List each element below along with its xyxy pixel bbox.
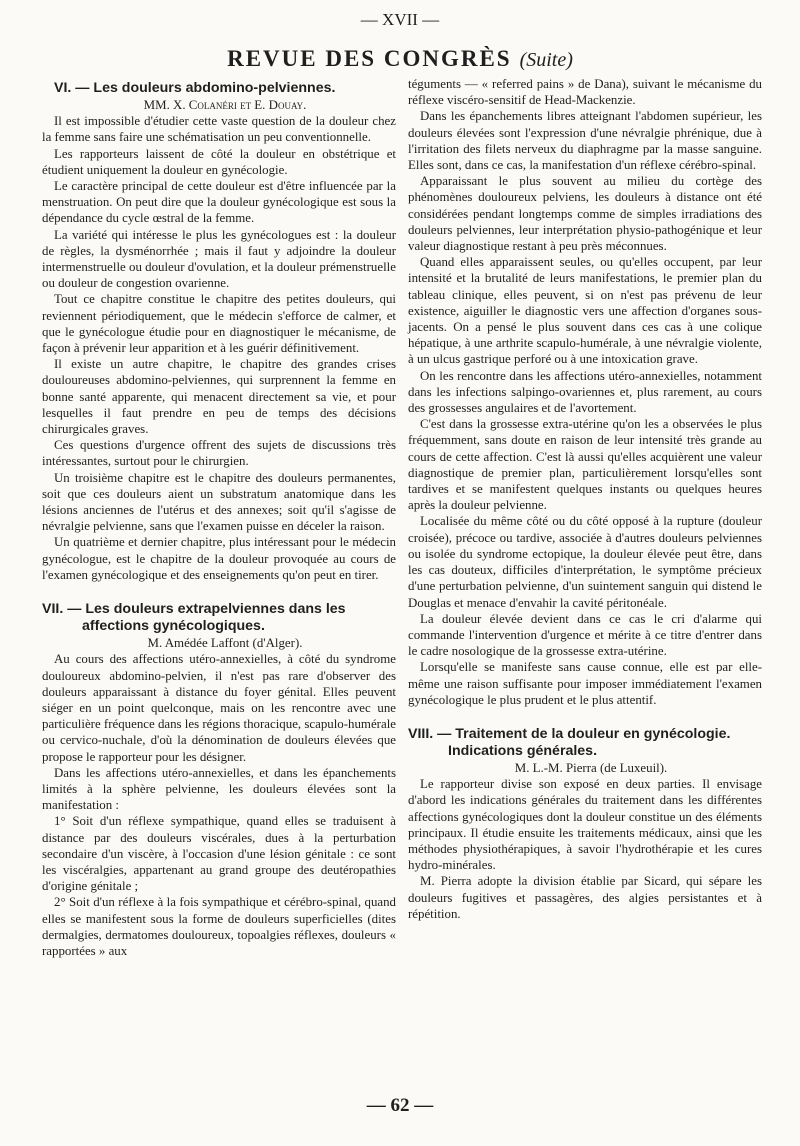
paragraph: Dans les épanchements libres atteignant l'abdomen supérieur, les douleurs élevées sont l'expression d'une névralgie phrénique, due à l'irritation des filets nerveux du diaphragme par la masse sanguine. Elles sont, dans ce cas, la manifestation d'un réflexe cérébro-spinal.	[408, 109, 762, 173]
paragraph: Apparaissant le plus souvent au milieu du cortège des phénomènes douloureux pelviens, les douleurs à distance ont été considérées pendant longtemps comme de simples irradiations des douleurs pelviennes, leur interprétation physio-pathogénique et leur valeur diagnostique restant à peu près méconnues.	[408, 174, 762, 254]
section-heading-vii: VII. — Les douleurs extrapelviennes dans les affections gynécologiques.	[42, 601, 346, 635]
paragraph: Dans les affections utéro-annexielles, et dans les épanchements limités à la sphère pelvienne, les douleurs élevées sont la manifestation :	[42, 765, 396, 813]
page-header	[0, 46, 800, 72]
paragraph: On les rencontre dans les affections utéro-annexielles, notamment dans les infections salpingo-ovariennes et, plus rarement, au cours des grossesses angulaires et de l'avortement.	[408, 368, 762, 416]
page-title-suffix: (Suite)	[519, 49, 573, 71]
section-heading-viii: VIII. — Traitement de la douleur en gynécologie. Indications générales.	[408, 725, 731, 759]
paragraph: C'est dans la grossesse extra-utérine qu'on les a observées le plus fréquemment, sans doute en raison de leur intensité très grande au cours de cette affection. C'est là aussi qu'elles acquièrent une valeur diagnostique de premier plan, particulièrement lorsqu'elles sont tardives et se manifestent quelques instants ou quelques heures après la douleur pelvienne.	[408, 417, 762, 513]
paragraph-continued: téguments — « referred pains » de Dana), suivant le mécanisme du réflexe viscéro-sensitif de Head-Mackenzie.	[408, 77, 762, 108]
paragraph: M. Pierra adopte la division établie par Sicard, qui sépare les douleurs fugitives et passagères, des algies persistantes et à répétition.	[408, 874, 762, 921]
roman-page-number: — XVII —	[360, 10, 440, 29]
paragraph: Un quatrième et dernier chapitre, plus intéressant pour le médecin gynécologue, est le chapitre de la douleur provoquée au cours de l'examen gynécologique et des enseignements qu'on peut en tirer.	[42, 535, 396, 582]
paragraph: Un troisième chapitre est le chapitre des douleurs permanentes, soit que ces douleurs aient un substratum anatomique dans les lésions anciennes de l'utérus et des annexes; soit qu'il s'agisse de névralgie pelvienne, sans que l'examen puisse en déceler la raison.	[42, 470, 396, 534]
section-heading-vi: VI. — Les douleurs abdomino-pelviennes.	[54, 80, 336, 96]
paragraph: Ces questions d'urgence offrent des sujets de discussions très intéressantes, surtout pour le chirurgien.	[42, 438, 396, 469]
paragraph: 2° Soit d'un réflexe à la fois sympathique et cérébro-spinal, quand elles se manifestent sous la forme de douleurs superficielles (dites dermalgies, dermatomes douloureux, topoalgies réflexes, douleurs « rapportées » aux	[42, 895, 396, 958]
section-author-viii: M. L.-M. Pierra (de Luxeuil).	[514, 760, 668, 775]
paragraph: Il est impossible d'étudier cette vaste question de la douleur chez la femme sans faire une schématisation un peu conventionnelle.	[42, 114, 396, 145]
paragraph: Lorsqu'elle se manifeste sans cause connue, elle est par elle-même une raison suffisante pour imposer immédiatement l'examen gynécologique le plus prudent et le plus attentif.	[408, 660, 762, 707]
paragraph: La variété qui intéresse le plus les gynécologues est : la douleur de règles, la dysménorrhée ; mais il faut y adjoindre la douleur intermenstruelle ou douleur d'ovulation, et la douleur prémenstruelle ou douleur de congestion ovarienne.	[42, 227, 396, 291]
paragraph: Quand elles apparaissent seules, ou qu'elles occupent, par leur intensité et la brutalité de leurs manifestations, le premier plan du tableau clinique, elles peuvent, si on n'est pas prévenu de leur existence, aiguiller le diagnostic vers une affection d'organes sous-jacents. On a pensé le plus souvent dans ces cas à une colique hépatique, à une arthrite scapulo-humérale, à une névralgie violente, à un ulcus gastrique perforé ou à une intoxication grave.	[408, 255, 762, 367]
section-author-vi: MM. X. Colanéri et E. Douay.	[143, 98, 307, 112]
paragraph: Le caractère principal de cette douleur est d'être influencée par la menstruation. On peut dire que la douleur gynécologique est sous la dépendance du cycle œstral de la femme.	[42, 179, 396, 226]
paragraph: Il existe un autre chapitre, le chapitre des grandes crises douloureuses abdomino-pelviennes, qui surprennent la femme en bonne santé apparente, qui menacent directement sa vie, et pour lesquelles il faut prendre en peu de temps des décisions chirurgicales graves.	[42, 357, 396, 437]
paragraph: 1° Soit d'un réflexe sympathique, quand elles se traduisent à distance par des douleurs viscérales, dues à la perturbation secondaire d'un viscère, à l'occasion d'une lésion génitale : ce sont les viscéralgies, appartenant au grand groupe des deutéropathies d'origine génitale ;	[42, 814, 396, 894]
paragraph: La douleur élevée devient dans ce cas le cri d'alarme qui commande l'intervention d'urgence et mérite à ce titre d'entrer dans le cadre nosologique de la grossesse extra-utérine.	[408, 611, 762, 659]
page-number: — 62 —	[366, 1095, 434, 1116]
right-column	[408, 76, 762, 922]
section-author-vii: M. Amédée Laffont (d'Alger).	[147, 636, 303, 651]
paragraph: Tout ce chapitre constitue le chapitre des petites douleurs, qui reviennent périodiquement, que le médecin s'efforce de calmer, et que le gynécologue étudie pour en diagnostiquer le mécanisme, de façon à prévenir leur apparition et à les guérir définitivement.	[42, 292, 396, 356]
left-column	[42, 80, 396, 959]
page-title: REVUE DES CONGRÈS	[227, 46, 512, 71]
paragraph: Localisée du même côté ou du côté opposé à la rupture (douleur croisée), précoce ou tardive, associée à d'autres douleurs pelviennes ou isolée du syndrome ectopique, la douleur élevée peut être, dans les cas douteux, difficiles d'interprétation, le symptôme précieux d'une perturbation pelvienne, d'un suintement sanguin qui distend le Douglas et menace d'envahir la cavité péritonéale.	[408, 514, 762, 610]
paragraph: Les rapporteurs laissent de côté la douleur en obstétrique et étudient uniquement la douleur en gynécologie.	[42, 146, 396, 177]
paragraph: Au cours des affections utéro-annexielles, à côté du syndrome douloureux abdomino-pelvien, il n'est pas rare d'observer des douleurs apparaissant à distance du foyer génital. Elles peuvent siéger en un point quelconque, mais on les rencontre avec une particulière fréquence dans les régions thoracique, scapulo-humérale ou cervico-nuchale, d'où la dénomination de douleurs élevées que propose le rapporteur pour les désigner.	[42, 652, 396, 764]
paragraph: Le rapporteur divise son exposé en deux parties. Il envisage d'abord les indications générales du traitement dans les différentes affections gynécologiques dont la douleur constitue un des éléments principaux. Il étudie ensuite les traitements médicaux, ainsi que les méthodes physiothérapiques, à savoir l'hydrothérapie et les cures hydro-minérales.	[408, 777, 762, 873]
